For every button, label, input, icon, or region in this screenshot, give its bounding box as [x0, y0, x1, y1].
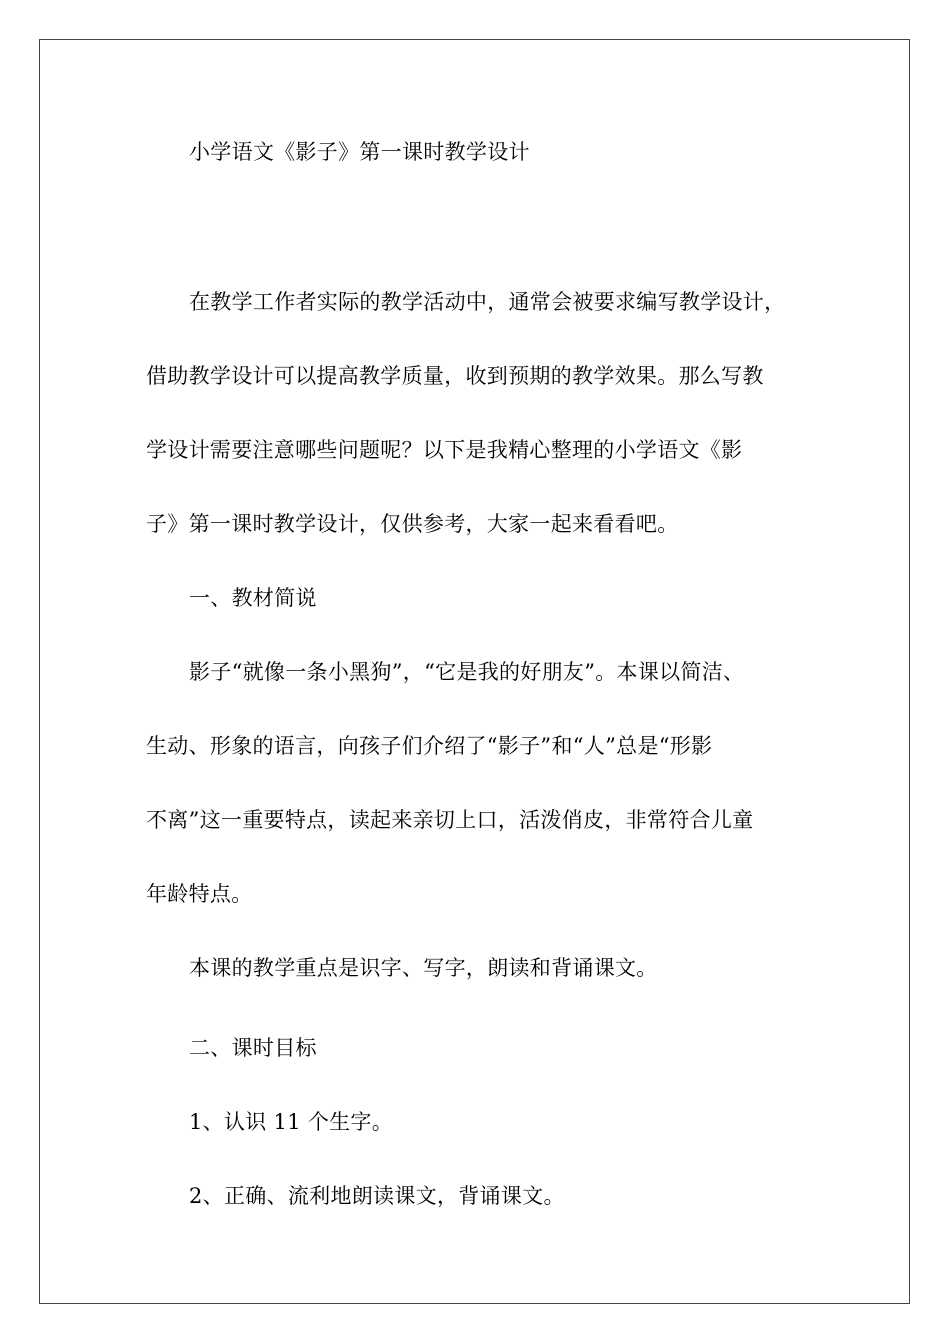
paragraph-line: 借助教学设计可以提高教学质量，收到预期的教学效果。那么写教 — [146, 364, 764, 388]
paragraph-line: 影子“就像一条小黑狗”，“它是我的好朋友”。本课以简洁、 — [189, 660, 745, 684]
paragraph-line: 不离”这一重要特点，读起来亲切上口，活泼俏皮，非常符合儿童 — [146, 808, 754, 832]
list-item: 2、正确、流利地朗读课文，背诵课文。 — [189, 1184, 565, 1208]
list-item: 1、认识 11 个生字。 — [189, 1110, 394, 1134]
section-heading: 一、教材简说 — [189, 586, 317, 610]
paragraph-line: 在教学工作者实际的教学活动中，通常会被要求编写教学设计， — [189, 290, 786, 314]
paragraph-line: 学设计需要注意哪些问题呢？以下是我精心整理的小学语文《影 — [146, 438, 743, 462]
document-title: 小学语文《影子》第一课时教学设计 — [189, 140, 530, 164]
section-heading: 二、课时目标 — [189, 1036, 317, 1060]
paragraph-line: 子》第一课时教学设计，仅供参考，大家一起来看看吧。 — [146, 512, 679, 536]
paragraph-line: 生动、形象的语言，向孩子们介绍了“影子”和“人”总是“形影 — [146, 734, 713, 758]
paragraph-line: 年龄特点。 — [146, 882, 253, 906]
paragraph-line: 本课的教学重点是识字、写字，朗读和背诵课文。 — [189, 956, 658, 980]
